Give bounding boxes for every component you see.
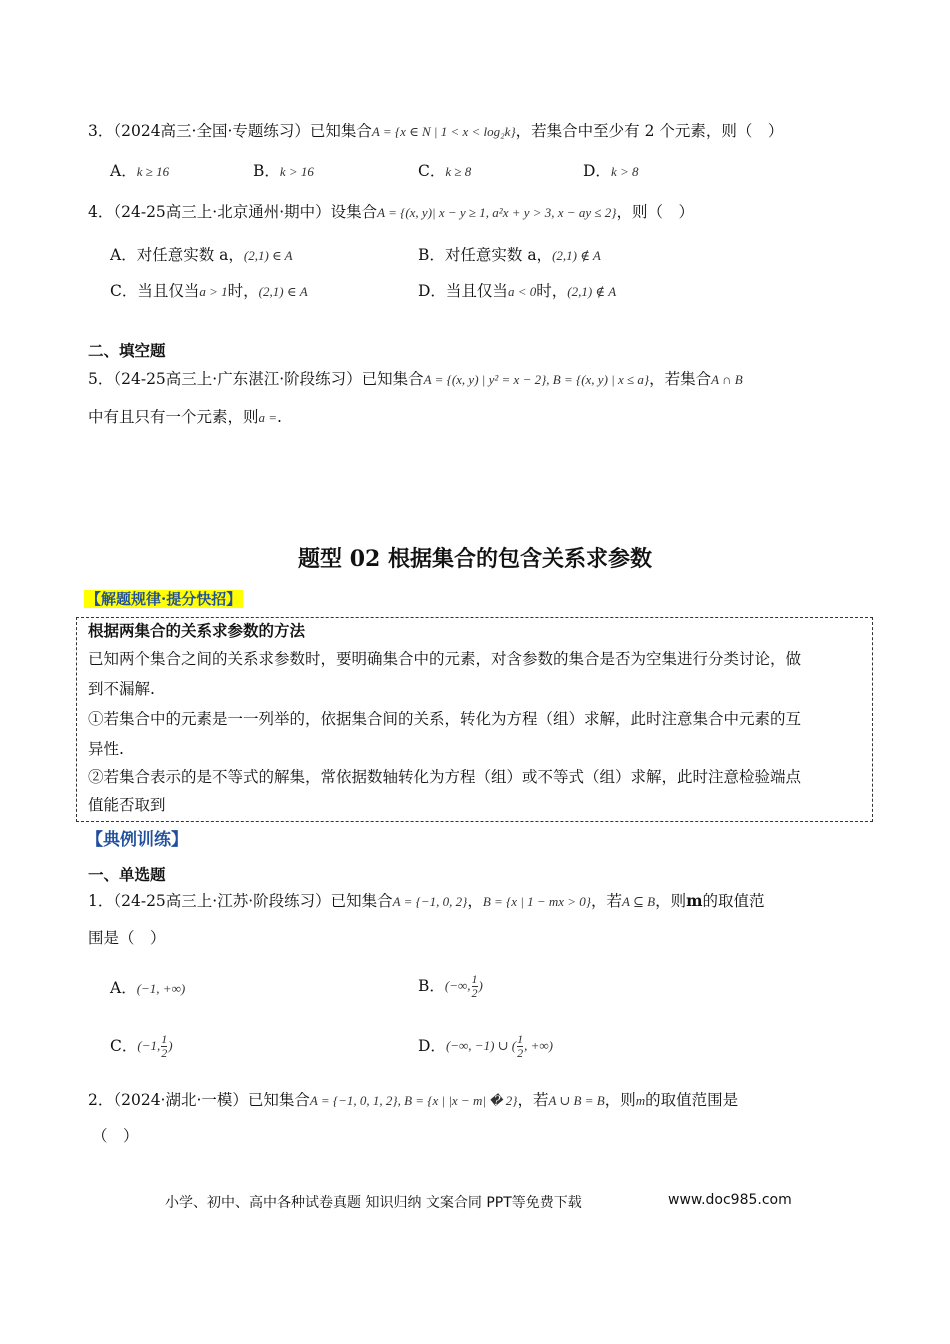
q3-option-c: C．k ≥ 8	[418, 162, 472, 180]
e1-option-c: C． (−1, $\frac{1}{2}$ )	[110, 1031, 173, 1060]
q4-option-a: A．对任意实数 a，(2,1) ∈ A	[110, 246, 293, 264]
q5-line2: 中有且只有一个元素，则a =.	[88, 408, 282, 426]
tip-box-line: 异性.	[88, 740, 124, 758]
section-fill-heading: 二、填空题	[88, 341, 166, 360]
tip-box-line: ①若集合中的元素是一一列举的，依据集合间的关系，转化为方程（组）求解，此时注意集合中元素的互	[88, 710, 802, 728]
q4-option-b: B．对任意实数 a，(2,1) ∉ A	[418, 246, 601, 264]
example-tag: 【典例训练】	[86, 830, 188, 850]
tip-box-line: ②若集合表示的是不等式的解集，常依据数轴转化为方程（组）或不等式（组）求解，此时注意检验端点	[88, 768, 802, 786]
e1-option-b: B． (−∞, $\frac{1}{2}$ )	[418, 971, 483, 1000]
q3-stem: 3．（2024高三·全国·专题练习）已知集合A = {x ∈ N | 1 < x < log₂k}，若集合中至少有 2 个元素，则（ ）	[88, 122, 784, 140]
e1-line2: 围是（ ）	[88, 929, 166, 947]
fraction: $\frac{1}{2}$	[471, 971, 478, 1000]
tip-box-line: 到不漏解.	[88, 680, 155, 698]
q3-option-d: D．k > 8	[583, 162, 639, 180]
q3-option-b: B．k > 16	[253, 162, 314, 180]
q3-option-a: A．k ≥ 16	[110, 162, 170, 180]
fraction: $\frac{1}{2}$	[517, 1031, 524, 1060]
e1-stem: 1．（24-25高三上·江苏·阶段练习）已知集合A = {−1, 0, 2}，B = {x | 1 − mx > 0}，若A ⊆ B，则m的取值范	[88, 891, 765, 910]
tip-box-line: 已知两个集合之间的关系求参数时，要明确集合中的元素，对含参数的集合是否为空集进行分类讨论，做	[88, 650, 802, 668]
q4-option-c: C．当且仅当a > 1时，(2,1) ∈ A	[110, 282, 308, 300]
e1-option-a: A．(−1, +∞)	[110, 979, 186, 997]
q3-set-formula: A = {x ∈ N | 1 < x < log₂k}	[371, 124, 516, 139]
e2-line2: （ ）	[92, 1127, 139, 1145]
q4-set-formula: A = {(x, y)| x − y ≥ 1, a²x + y > 3, x − ay ≤ 2}	[377, 205, 617, 220]
q5-stem: 5．（24-25高三上·广东湛江·阶段练习）已知集合A = {(x, y) | y² = x − 2}, B = {(x, y) | x ≤ a}，若集合A ∩ B	[88, 370, 743, 388]
q5-set-formula: A = {(x, y) | y² = x − 2}, B = {(x, y) | x ≤ a}	[423, 372, 650, 387]
footer-link[interactable]: www.doc985.com	[668, 1192, 792, 1208]
type-title: 题型 02 根据集合的包含关系求参数	[298, 546, 652, 572]
tip-box-heading: 根据两集合的关系求参数的方法	[88, 621, 306, 640]
tip-tag: 【解题规律·提分快招】	[86, 590, 242, 608]
section-single-heading: 一、单选题	[88, 865, 166, 884]
fraction: $\frac{1}{2}$	[161, 1031, 168, 1060]
footer-text: 小学、初中、高中各种试卷真题 知识归纳 文案合同 PPT等免费下载	[165, 1195, 582, 1211]
tip-box-line: 值能否取到	[88, 796, 166, 814]
e1-option-d: D． (−∞, −1) ∪ ( $\frac{1}{2}$ , +∞)	[418, 1031, 554, 1060]
q4-stem: 4．（24-25高三上·北京通州·期中）设集合A = {(x, y)| x − y ≥ 1, a²x + y > 3, x − ay ≤ 2}，则（ ）	[88, 203, 694, 221]
q4-option-d: D．当且仅当a < 0时，(2,1) ∉ A	[418, 282, 617, 300]
e2-stem: 2．（2024·湖北·一模）已知集合A = {−1, 0, 1, 2}, B = {x | |x − m| � 2}，若A ∪ B = B，则m的取值范围是	[88, 1091, 739, 1109]
